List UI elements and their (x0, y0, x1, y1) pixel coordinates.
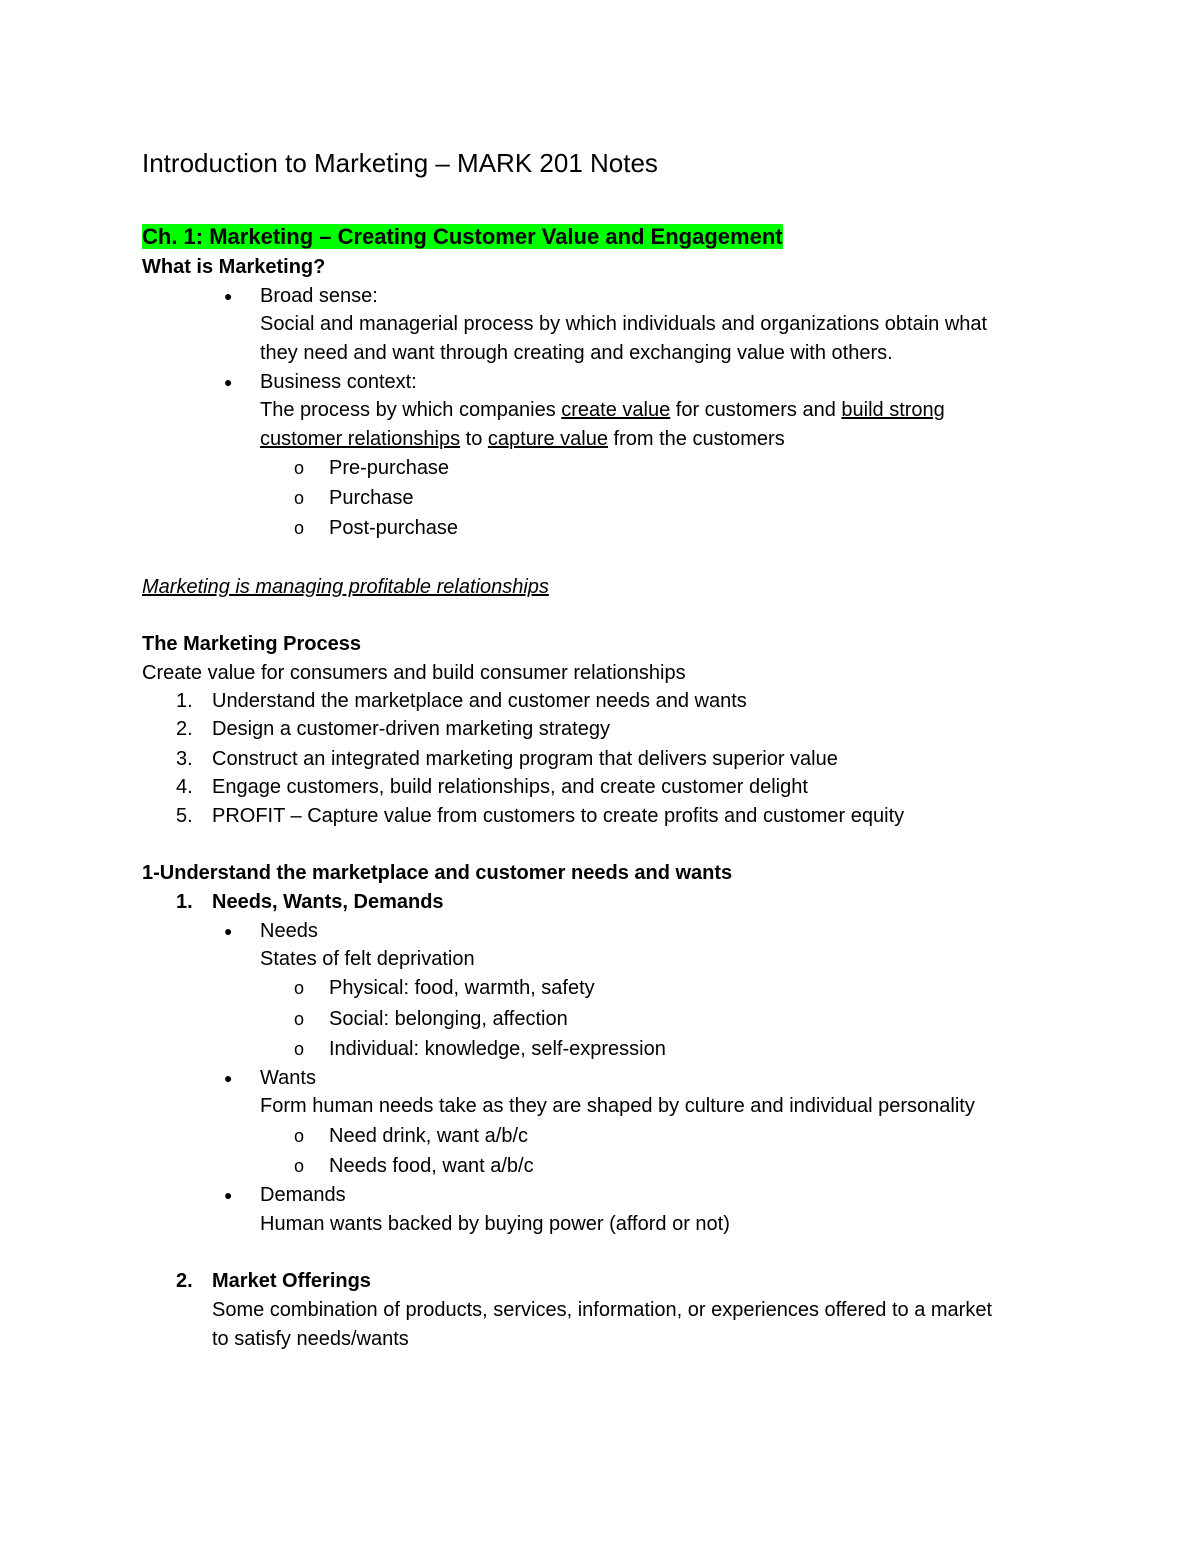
circle-bullet-icon: o (294, 1009, 305, 1029)
text-run: to (460, 428, 488, 450)
stage-item: Post-purchase (329, 517, 458, 539)
list-number: 5. (176, 805, 193, 827)
text-run: for customers and (670, 399, 842, 421)
bullet-icon: ● (224, 374, 233, 390)
list-number: 1. (176, 891, 193, 913)
demands-description: Human wants backed by buying power (afford or not) (260, 1213, 730, 1235)
needs-label: Needs (260, 920, 318, 942)
circle-bullet-icon: o (294, 1039, 305, 1059)
chapter-heading (142, 223, 783, 251)
stage-item: Purchase (329, 487, 414, 509)
market-offerings-line-2: to satisfy needs/wants (212, 1328, 409, 1350)
bullet-icon: ● (224, 288, 233, 304)
list-number: 1. (176, 690, 193, 712)
marketing-process-heading: The Marketing Process (142, 633, 361, 655)
business-context-line-2 (260, 426, 785, 452)
demands-label: Demands (260, 1184, 346, 1206)
needs-item: Physical: food, warmth, safety (329, 977, 595, 999)
business-context-line-1 (260, 397, 945, 423)
what-is-marketing-heading: What is Marketing? (142, 256, 326, 278)
wants-label: Wants (260, 1067, 316, 1089)
circle-bullet-icon: o (294, 1126, 305, 1146)
needs-description: States of felt deprivation (260, 948, 475, 970)
bullet-icon: ● (224, 1070, 233, 1086)
chapter-heading-text: Ch. 1: Marketing – Creating Customer Value and Engagement (142, 224, 783, 249)
process-step: PROFIT – Capture value from customers to create profits and customer equity (212, 805, 905, 827)
circle-bullet-icon: o (294, 488, 305, 508)
document-title: Introduction to Marketing – MARK 201 Notes (142, 148, 658, 178)
process-step: Understand the marketplace and customer needs and wants (212, 690, 747, 712)
process-step: Design a customer-driven marketing strategy (212, 718, 610, 740)
list-number: 4. (176, 776, 193, 798)
stage-item: Pre-purchase (329, 457, 450, 479)
underlined-term: create value (561, 399, 671, 421)
circle-bullet-icon: o (294, 978, 305, 998)
broad-sense-label: Broad sense: (260, 285, 378, 307)
needs-item: Social: belonging, affection (329, 1008, 568, 1030)
market-offerings-line-1: Some combination of products, services, information, or experiences offered to a market (212, 1299, 993, 1321)
wants-item: Needs food, want a/b/c (329, 1155, 534, 1177)
section-1-heading: 1-Understand the marketplace and customer needs and wants (142, 862, 733, 884)
circle-bullet-icon: o (294, 518, 305, 538)
broad-sense-line-2: they need and want through creating and exchanging value with others. (260, 342, 893, 364)
needs-item: Individual: knowledge, self-expression (329, 1038, 666, 1060)
text-run: The process by which companies (260, 399, 562, 421)
wants-item: Need drink, want a/b/c (329, 1125, 528, 1147)
business-context-label: Business context: (260, 371, 417, 393)
process-step: Construct an integrated marketing program that delivers superior value (212, 748, 838, 770)
circle-bullet-icon: o (294, 458, 305, 478)
section-1-item-1: Needs, Wants, Demands (212, 891, 444, 913)
underlined-term: capture value (487, 428, 608, 450)
list-number: 2. (176, 718, 193, 740)
list-number: 2. (176, 1270, 193, 1292)
broad-sense-line-1: Social and managerial process by which individuals and organizations obtain what (260, 313, 988, 335)
process-step: Engage customers, build relationships, and create customer delight (212, 776, 808, 798)
bullet-icon: ● (224, 923, 233, 939)
text-run: from the customers (607, 428, 785, 450)
circle-bullet-icon: o (294, 1156, 305, 1176)
wants-description: Form human needs take as they are shaped by culture and individual personality (260, 1095, 975, 1117)
list-number: 3. (176, 748, 193, 770)
italic-note: Marketing is managing profitable relationships (142, 576, 549, 598)
underlined-term: build strong (841, 399, 945, 421)
section-1-item-2: Market Offerings (212, 1270, 371, 1292)
bullet-icon: ● (224, 1187, 233, 1203)
underlined-term: customer relationships (260, 428, 461, 450)
marketing-process-intro: Create value for consumers and build consumer relationships (142, 662, 686, 684)
